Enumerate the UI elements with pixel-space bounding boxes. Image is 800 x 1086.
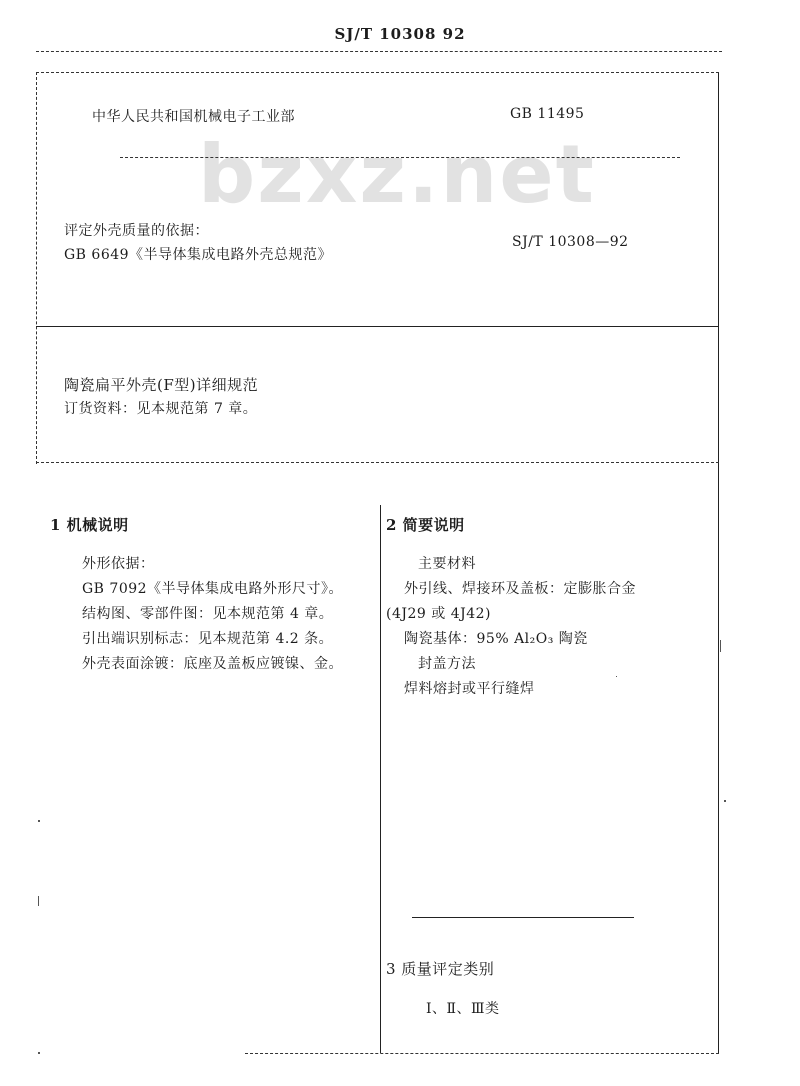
scan-speck (38, 896, 39, 906)
section1-line: GB 7092《半导体集成电路外形尺寸》。 (82, 581, 344, 597)
section1-line: 引出端识别标志：见本规范第 4.2 条。 (82, 631, 334, 647)
ministry-name: 中华人民共和国机械电子工业部 (92, 109, 295, 125)
block-divider-1 (36, 326, 719, 327)
scan-speck (616, 676, 617, 677)
frame-top-border (36, 72, 719, 73)
section1-line: 外形依据： (82, 556, 155, 572)
scan-speck (38, 820, 40, 822)
gb-number: GB 11495 (510, 106, 585, 122)
section1-heading: 1 机械说明 (50, 516, 129, 534)
watermark: bzxz.net (198, 128, 596, 221)
scan-speck (38, 1052, 40, 1054)
quality-category-value: Ⅰ、Ⅱ、Ⅲ类 (426, 1001, 500, 1017)
section2-line: 外引线、焊接环及盖板：定膨胀合金 (404, 581, 636, 597)
section3-heading: 3 质量评定类别 (386, 960, 495, 978)
section2-line: 焊料熔封或平行缝焊 (404, 681, 535, 697)
order-info: 订货资料：见本规范第 7 章。 (64, 401, 258, 417)
frame-bottom-border (245, 1053, 719, 1054)
section2-line: 陶瓷基体：95% Al₂O₃ 陶瓷 (404, 631, 588, 647)
title-inner-line (120, 157, 680, 158)
scan-speck (724, 800, 726, 802)
section1-line: 结构图、零部件图：见本规范第 4 章。 (82, 606, 334, 622)
sjt-number: SJ/T 10308—92 (512, 234, 629, 250)
basis-standard: GB 6649《半导体集成电路外壳总规范》 (64, 247, 333, 263)
section2-line: (4J29 或 4J42) (386, 606, 491, 622)
section2-line: 主要材料 (418, 556, 476, 572)
section3-separator (412, 917, 634, 918)
section2-heading: 2 简要说明 (386, 516, 465, 534)
header-divider (36, 51, 722, 52)
basis-label: 评定外壳质量的依据： (64, 223, 209, 239)
block-divider-2 (36, 462, 719, 463)
section1-line: 外壳表面涂镀：底座及盖板应镀镍、金。 (82, 656, 343, 672)
document-number: SJ/T 10308 92 (334, 25, 466, 43)
spec-title: 陶瓷扁平外壳(F型)详细规范 (64, 376, 259, 394)
scan-speck (720, 640, 721, 652)
frame-left-border (36, 72, 37, 464)
frame-right-border (718, 72, 719, 1054)
section2-line: 封盖方法 (418, 656, 476, 672)
column-divider (380, 505, 381, 1053)
